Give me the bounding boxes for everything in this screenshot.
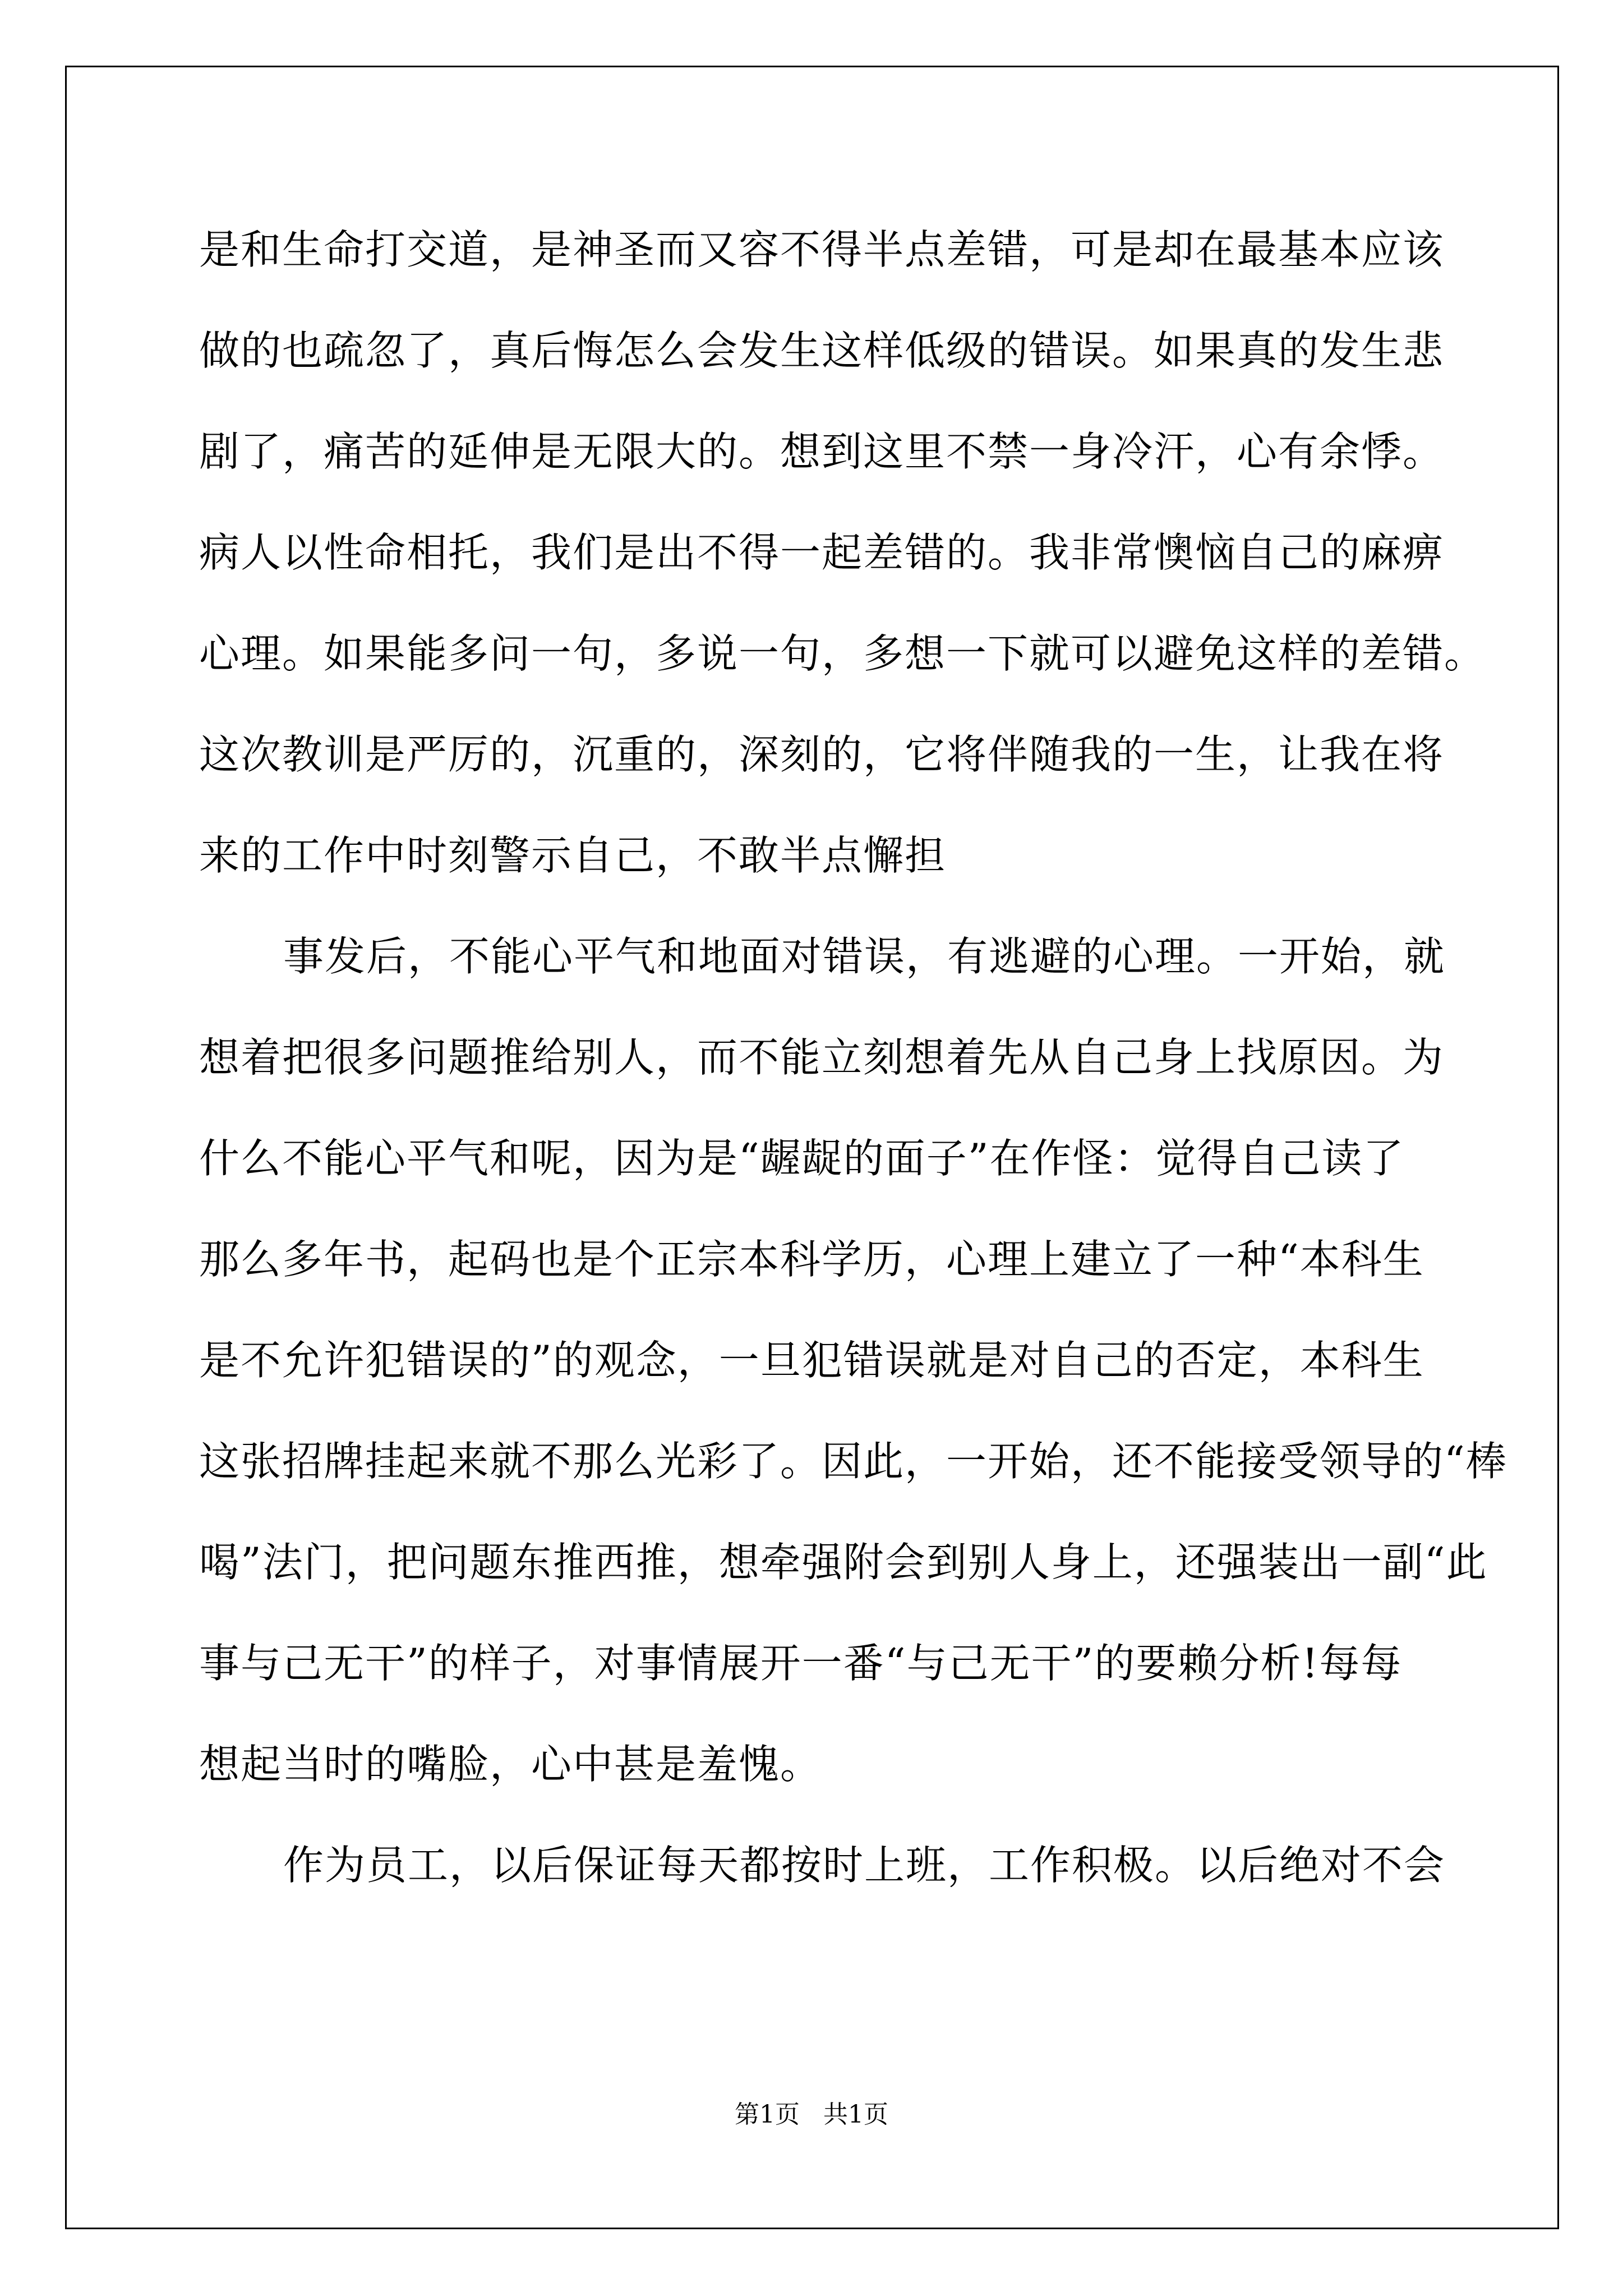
text-line: 喝”法门，把问题东推西推，想牵强附会到别人身上，还强装出一副“此	[199, 1539, 1488, 1586]
text-line: 做的也疏忽了，真后悔怎么会发生这样低级的错误。如果真的发生悲	[199, 327, 1445, 374]
text-line: 心理。如果能多问一句，多说一句，多想一下就可以避免这样的差错。	[199, 630, 1486, 677]
text-line: 是不允许犯错误的”的观念，一旦犯错误就是对自己的否定，本科生	[199, 1337, 1424, 1384]
paragraph-start-line: 事发后，不能心平气和地面对错误，有逃避的心理。一开始，就	[283, 933, 1446, 980]
text-line: 什么不能心平气和呢，因为是“龌龊的面子”在作怪：觉得自己读了	[199, 1135, 1405, 1182]
text-line: 想起当时的嘴脸，心中甚是羞愧。	[199, 1741, 822, 1788]
page-footer: 第1页 共1页	[735, 2100, 888, 2129]
text-line: 是和生命打交道，是神圣而又容不得半点差错，可是却在最基本应该	[199, 226, 1445, 273]
text-line: 来的工作中时刻警示自己，不敢半点懈担	[199, 832, 947, 879]
text-line: 这次教训是严厉的，沉重的，深刻的，它将伴随我的一生，让我在将	[199, 731, 1445, 778]
text-line: 那么多年书，起码也是个正宗本科学历，心理上建立了一种“本科生	[199, 1236, 1424, 1283]
text-line: 这张招牌挂起来就不那么光彩了。因此，一开始，还不能接受领导的“棒	[199, 1438, 1507, 1485]
text-line: 剧了，痛苦的延伸是无限大的。想到这里不禁一身冷汗，心有余悸。	[199, 428, 1445, 475]
text-line: 事与己无干”的样子，对事情展开一番“与己无干”的要赖分析!每每	[199, 1640, 1403, 1687]
text-line: 想着把很多问题推给别人，而不能立刻想着先从自己身上找原因。为	[199, 1034, 1445, 1081]
text-line: 病人以性命相托，我们是出不得一起差错的。我非常懊恼自己的麻痹	[199, 529, 1445, 576]
paragraph-start-line: 作为员工，以后保证每天都按时上班，工作积极。以后绝对不会	[283, 1842, 1446, 1889]
